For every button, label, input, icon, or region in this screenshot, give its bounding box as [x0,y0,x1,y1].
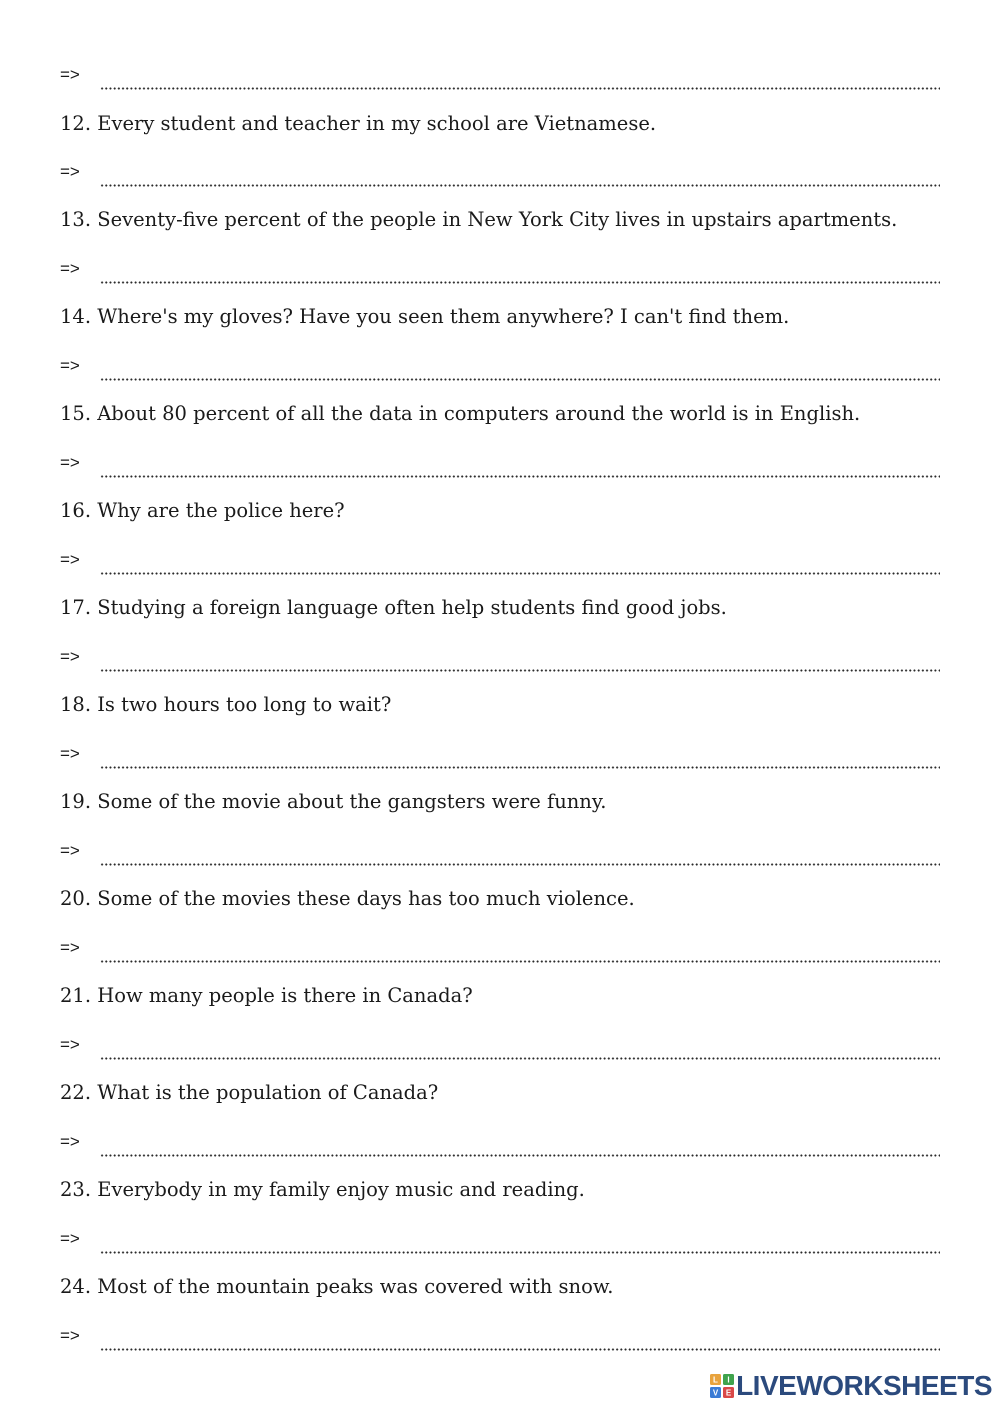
answer-input-22[interactable] [100,1131,940,1157]
answer-row-20 [60,933,940,963]
question-15: 15. About 80 percent of all the data in computers around the world is in English. [60,402,861,425]
question-19: 19. Some of the movie about the gangsters were funny. [60,790,607,813]
answer-input-18[interactable] [100,743,940,769]
answer-arrow: => [60,356,80,375]
svg-text:L: L [713,1375,719,1385]
question-22: 22. What is the population of Canada? [60,1081,439,1104]
answer-row-15 [60,448,940,478]
answer-arrow: => [60,841,80,860]
answer-arrow: => [60,550,80,569]
answer-input-11[interactable] [100,64,940,90]
answer-row-24 [60,1321,940,1351]
question-14: 14. Where's my gloves? Have you seen them anywhere? I can't find them. [60,305,790,328]
answer-row-18 [60,739,940,769]
liveworksheets-brand[interactable] [710,1369,992,1403]
answer-input-16[interactable] [100,549,940,575]
answer-arrow: => [60,647,80,666]
question-13: 13. Seventy-five percent of the people in New York City lives in upstairs apartments. [60,208,898,231]
question-12: 12. Every student and teacher in my school are Vietnamese. [60,112,657,135]
answer-row-21 [60,1030,940,1060]
answer-row-13 [60,254,940,284]
question-23: 23. Everybody in my family enjoy music and reading. [60,1178,585,1201]
answer-arrow: => [60,1229,80,1248]
question-16: 16. Why are the police here? [60,499,345,522]
answer-input-20[interactable] [100,937,940,963]
question-18: 18. Is two hours too long to wait? [60,693,392,716]
svg-text:I: I [727,1375,730,1385]
answer-arrow: => [60,259,80,278]
answer-arrow: => [60,65,80,84]
answer-row-11 [60,60,940,90]
liveworksheets-logo-icon [710,1374,734,1398]
answer-input-24[interactable] [100,1325,940,1351]
svg-text:E: E [725,1388,732,1398]
answer-row-16 [60,545,940,575]
answer-input-21[interactable] [100,1034,940,1060]
answer-row-14 [60,351,940,381]
answer-input-19[interactable] [100,840,940,866]
answer-arrow: => [60,453,80,472]
answer-input-23[interactable] [100,1228,940,1254]
answer-arrow: => [60,1326,80,1345]
question-17: 17. Studying a foreign language often help students find good jobs. [60,596,727,619]
answer-input-13[interactable] [100,258,940,284]
answer-input-17[interactable] [100,646,940,672]
answer-arrow: => [60,744,80,763]
answer-arrow: => [60,1132,80,1151]
svg-text:V: V [712,1388,719,1398]
question-24: 24. Most of the mountain peaks was covered with snow. [60,1275,614,1298]
answer-input-15[interactable] [100,452,940,478]
answer-row-19 [60,836,940,866]
answer-row-23 [60,1224,940,1254]
answer-row-17 [60,642,940,672]
brand-name: LIVEWORKSHEETS [736,1370,992,1401]
question-21: 21. How many people is there in Canada? [60,984,473,1007]
answer-row-22 [60,1127,940,1157]
answer-row-12 [60,157,940,187]
answer-arrow: => [60,1035,80,1054]
question-20: 20. Some of the movies these days has too much violence. [60,887,635,910]
answer-input-12[interactable] [100,161,940,187]
answer-arrow: => [60,162,80,181]
answer-input-14[interactable] [100,355,940,381]
answer-arrow: => [60,938,80,957]
